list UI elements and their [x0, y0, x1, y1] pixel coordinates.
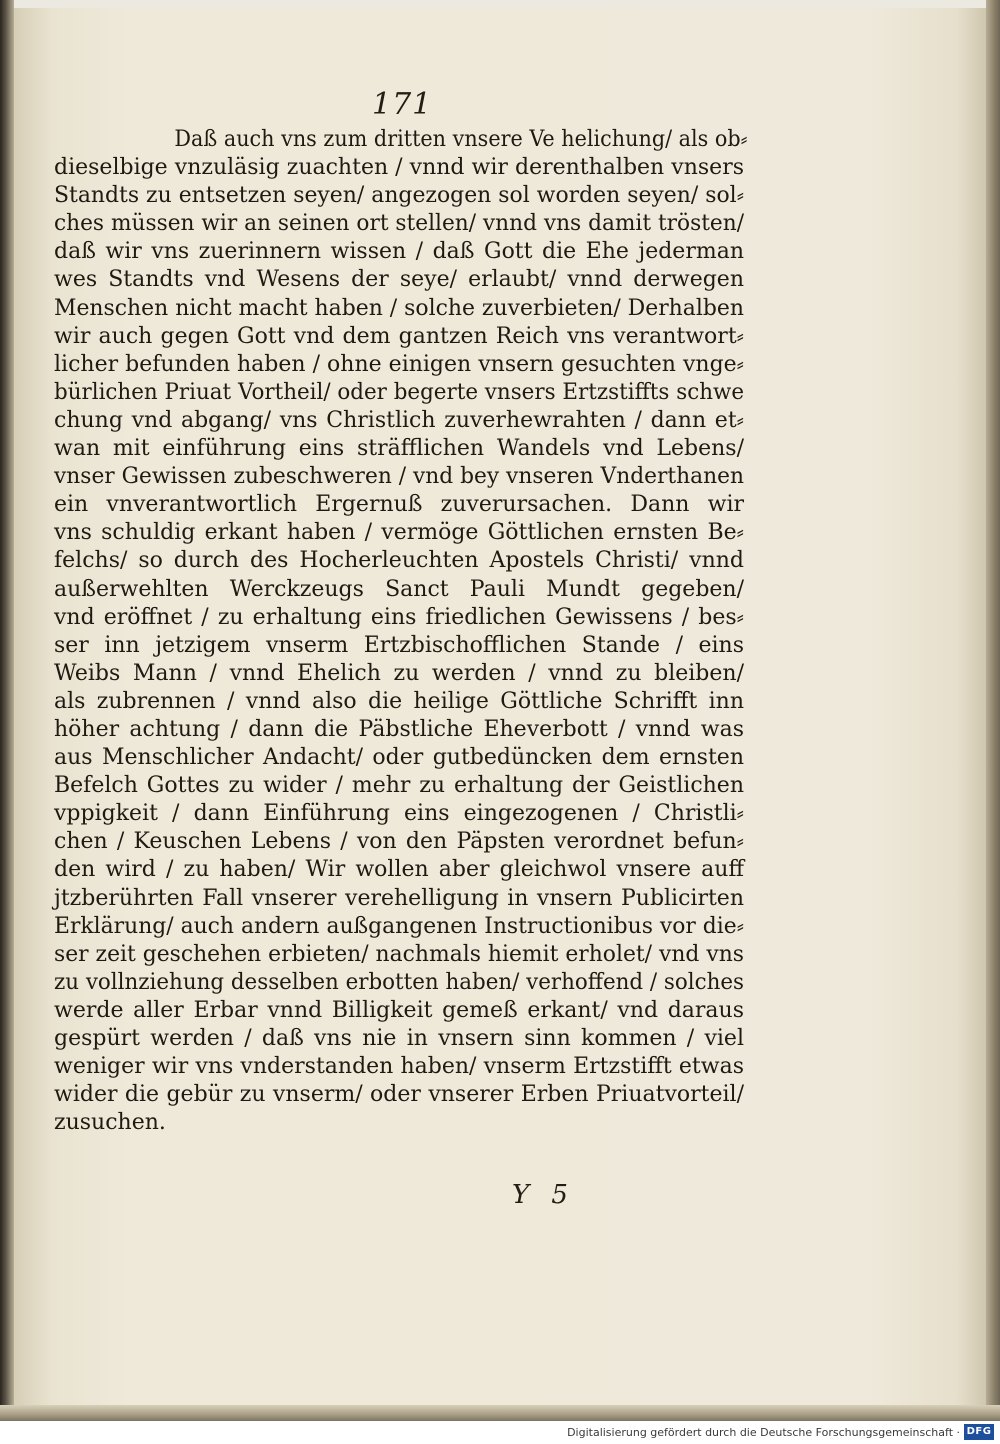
page-right-edge — [986, 0, 1000, 1421]
page-left-edge — [0, 0, 14, 1421]
text-line: werde aller Erbar vnnd Billigkeit gemeß erkant/ vnd daraus — [54, 997, 744, 1023]
footer-credit: Digitalisierung gefördert durch die Deutsche Forschungsgemeinschaft · — [567, 1426, 960, 1439]
text-line: zusuchen. — [54, 1110, 166, 1136]
text-line: aus Menschlicher Andacht/ oder gutbedüncken dem ernsten — [54, 745, 744, 771]
text-line: ches müssen wir an seinen ort stellen/ vnnd vns damit trösten/ — [54, 211, 744, 237]
text-line: Weibs Mann / vnnd Ehelich zu werden / vnnd zu bleiben/ — [54, 660, 744, 686]
text-line: daß wir vns zuerinnern wissen / daß Gott die Ehe jederman — [54, 239, 744, 265]
text-line: chen / Keuschen Lebens / von den Päpsten verordnet befun⸗ — [54, 829, 744, 855]
text-line: vns schuldig erkant haben / vermöge Göttlichen ernsten Be⸗ — [54, 520, 744, 546]
text-line: ser inn jetzigem vnserm Ertzbischofflichen Stande / eins — [54, 632, 744, 658]
text-line: licher befunden haben / ohne einigen vnsern gesuchten vnge⸗ — [54, 351, 744, 377]
text-line: ein vnverantwortlich Ergernuß zuverursachen. Dann wir — [54, 492, 744, 518]
text-line: bürlichen Priuat Vortheil/ oder begerte vnsers Ertzstiffts schwe — [54, 379, 744, 405]
text-line: vnser Gewissen zubeschweren / vnd bey vnseren Vnderthanen — [54, 464, 744, 490]
text-line: jtzberührten Fall vnserer verehelligung in vnsern Publicirten — [54, 885, 744, 911]
dfg-logo-icon: DFG — [964, 1424, 994, 1440]
text-line: ser zeit geschehen erbieten/ nachmals hiemit erholet/ vnd vns — [54, 941, 744, 967]
catchword-signature: Y 5 — [512, 1180, 568, 1210]
text-line: Standts zu entsetzen seyen/ angezogen sol worden seyen/ sol⸗ — [54, 183, 744, 209]
text-line: wir auch gegen Gott vnd dem gantzen Reich vns verantwort⸗ — [54, 323, 744, 349]
page-bottom-edge — [0, 1405, 1000, 1421]
text-line: höher achtung / dann die Päbstliche Eheverbott / vnnd was — [54, 716, 744, 742]
text-line: zu vollnziehung desselben erbotten haben/ verhoffend / solches — [54, 969, 744, 995]
text-line: dieselbige vnzuläsig zuachten / vnnd wir derenthalben vnsers — [54, 155, 744, 181]
text-line: vppigkeit / dann Einführung eins eingezogenen / Christli⸗ — [54, 801, 744, 827]
text-line: Befelch Gottes zu wider / mehr zu erhaltung der Geistlichen — [54, 773, 744, 799]
text-line: gespürt werden / daß vns nie in vnsern sinn kommen / viel — [54, 1026, 744, 1051]
text-line: felchs/ so durch des Hocherleuchten Apostels Christi/ vnnd — [54, 548, 744, 574]
text-line: Erklärung/ auch andern außgangenen Instructionibus vor die⸗ — [54, 913, 744, 939]
text-line: wan mit einführung eins sträfflichen Wandels vnd Lebens/ — [54, 436, 744, 462]
text-line: chung vnd abgang/ vns Christlich zuverhewrahten / dann et⸗ — [54, 407, 744, 433]
text-line: außerwehlten Werckzeugs Sanct Pauli Mundt gegeben/ — [54, 576, 744, 602]
text-line: vnd eröffnet / zu erhaltung eins friedlichen Gewissens / bes⸗ — [54, 604, 744, 630]
text-line: den wird / zu haben/ Wir wollen aber gleichwol vnsere auff — [54, 857, 744, 883]
page-number: 171 — [372, 87, 433, 122]
text-line: Daß auch vns zum dritten vnsere Ve helichung/ als ob⸗ — [174, 127, 748, 152]
body-text — [54, 126, 754, 1137]
text-line: weniger wir vns vnderstanden haben/ vnserm Ertzstifft etwas — [54, 1054, 744, 1080]
text-line: wider die gebür zu vnserm/ oder vnserer Erben Priuatvorteil/ — [54, 1082, 744, 1108]
text-line: wes Standts vnd Wesens der seye/ erlaubt/ vnnd derwegen — [54, 267, 744, 293]
text-line: Menschen nicht macht haben / solche zuverbieten/ Derhalben — [54, 295, 744, 321]
text-line: als zubrennen / vnnd also die heilige Göttliche Schrifft inn — [54, 688, 744, 714]
